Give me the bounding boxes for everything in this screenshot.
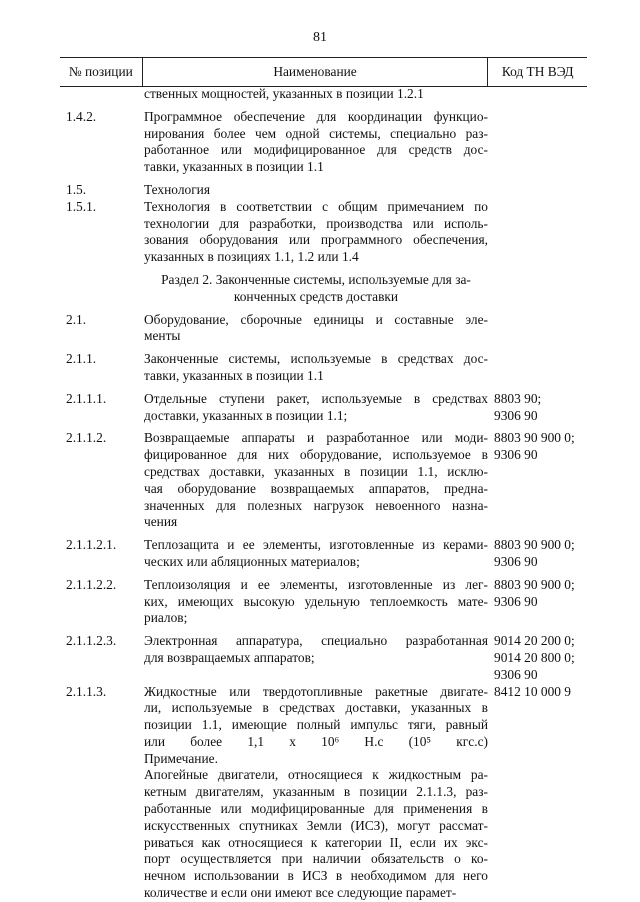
table-row <box>60 577 587 627</box>
position-number: 2.1.1.3. <box>66 683 107 699</box>
table-row <box>60 312 587 346</box>
tn-ved-code <box>488 312 587 346</box>
tn-ved-code <box>488 633 587 683</box>
item-name <box>144 86 488 103</box>
text-line: Жидкостные или твердотопливные ракетные двигате- <box>144 683 488 699</box>
header-name: Наименование <box>143 58 489 86</box>
text-line: фицированное для них оборудование, используемое в <box>144 447 488 463</box>
text-line: Программное обеспечение для координации функцио- <box>144 108 488 124</box>
text-line: Оборудование, сборочные единицы и составные эле- <box>144 311 488 327</box>
text-line: зования оборудования или программного обеспечения, <box>144 232 488 248</box>
text-line: Примечание. <box>144 750 218 766</box>
position-number: 2.1. <box>66 311 87 327</box>
text-line: Раздел 2. Законченные системы, используемые для за- <box>161 271 471 287</box>
item-name <box>144 633 488 683</box>
page-number: 81 <box>313 30 327 45</box>
text-line: Отдельные ступени ракет, используемые в средствах <box>144 390 488 406</box>
text-line: кетным двигателям, указанным в позиции 2.1.1.3, раз- <box>144 784 488 800</box>
table-header <box>60 57 587 87</box>
text-line: нирования более чем одной системы, специально раз- <box>144 125 488 141</box>
tn-ved-code <box>488 577 587 627</box>
tn-ved-code <box>488 199 587 266</box>
text-line: Теплоизоляция и ее элементы, изготовленные из лег- <box>144 576 488 592</box>
item-name <box>144 312 488 346</box>
text-line: Законченные системы, используемые в средствах дос- <box>144 351 488 367</box>
text-line: менты <box>144 328 181 344</box>
position-number: 2.1.1.2.3. <box>66 633 117 649</box>
text-line: тавки, указанных в позиции 1.1 <box>144 367 324 383</box>
text-line: Электронная аппаратура, специально разработанная <box>144 633 488 649</box>
tn-ved-code <box>488 182 587 199</box>
code-line: 9306 90 <box>494 553 538 569</box>
text-line: значенных для полезных нагрузок невоенного назна- <box>144 497 488 513</box>
code-line: 8803 90; <box>494 390 542 406</box>
table-row <box>60 182 587 199</box>
text-line: указанных в позициях 1.1, 1.2 или 1.4 <box>144 249 359 265</box>
tn-ved-code <box>488 109 587 176</box>
position-number <box>60 272 144 306</box>
text-line: позиции 1.1, имеющие полный импульс тяги, равный <box>144 717 488 733</box>
code-line: 9306 90 <box>494 407 538 423</box>
position-number: 1.5.1. <box>66 198 97 214</box>
text-line: чения <box>144 514 178 530</box>
text-line: Теплозащита и ее элементы, изготовленные из керами- <box>144 537 488 553</box>
item-name <box>144 199 488 266</box>
table-row <box>60 430 587 531</box>
table-row <box>60 272 587 306</box>
code-line: 9014 20 800 0; <box>494 649 575 665</box>
code-line: 9306 90 <box>494 666 538 682</box>
item-name <box>144 430 488 531</box>
text-line: Технология <box>144 181 211 197</box>
tn-ved-code <box>488 351 587 385</box>
position-number <box>60 86 144 103</box>
text-line: ких, имеющих высокую удельную теплоемкость мате- <box>144 593 488 609</box>
position-number: 2.1.1.2.2. <box>66 576 117 592</box>
position-number: 2.1.1.2. <box>66 430 107 446</box>
code-line: 9014 20 200 0; <box>494 633 575 649</box>
position-number: 2.1.1. <box>66 351 97 367</box>
item-name <box>144 391 488 425</box>
text-line: конченных средств доставки <box>233 288 399 304</box>
tn-ved-code <box>488 391 587 425</box>
item-name <box>144 182 488 199</box>
text-line: средствах доставки, указанных в позиции 1.1, исклю- <box>144 463 488 479</box>
position-number: 2.1.1.1. <box>66 390 107 406</box>
text-line: порт осуществляется при наличии обязательств о ко- <box>144 851 488 867</box>
text-line: Возвращаемые аппараты и разработанное или моди- <box>144 430 488 446</box>
text-line: риалов; <box>144 610 188 626</box>
text-line: количестве и если они имеют все следующие парамет- <box>144 885 457 901</box>
table-row <box>60 109 587 176</box>
item-name <box>144 272 488 306</box>
text-line: работанные или модифицированные для применения в <box>144 801 488 817</box>
item-name <box>144 684 488 902</box>
text-line: для возвращаемых аппаратов; <box>144 649 315 665</box>
table-row <box>60 391 587 425</box>
position-number: 1.5. <box>66 181 87 197</box>
table-body <box>60 86 587 902</box>
tn-ved-code <box>488 430 587 531</box>
text-line: доставки, указанных в позиции 1.1; <box>144 407 348 423</box>
code-line: 9306 90 <box>494 447 538 463</box>
table-row <box>60 199 587 266</box>
text-line: чая оборудование возвращаемых аппаратов, предна- <box>144 480 488 496</box>
text-line: ли, используемые в средствах доставки, указанных в <box>144 700 488 716</box>
table-row <box>60 633 587 683</box>
item-name <box>144 537 488 571</box>
table-row <box>60 684 587 902</box>
text-line: риваться как относящиеся к категории II, если их экс- <box>144 834 488 850</box>
tn-ved-code <box>488 537 587 571</box>
code-line: 8803 90 900 0; <box>494 576 575 592</box>
text-line: технологии для разработки, производства или исполь- <box>144 215 488 231</box>
text-line: Технология в соответствии с общим примечанием по <box>144 198 488 214</box>
table-row <box>60 351 587 385</box>
table-row <box>60 86 587 103</box>
code-line: 8803 90 900 0; <box>494 430 575 446</box>
item-name <box>144 351 488 385</box>
tn-ved-code <box>488 272 587 306</box>
code-line: 9306 90 <box>494 593 538 609</box>
header-code: Код ТН ВЭД <box>501 64 574 79</box>
header-position: № позиции <box>60 58 143 86</box>
table-row <box>60 537 587 571</box>
text-line: ственных мощностей, указанных в позиции 1.2.1 <box>144 86 424 101</box>
text-line: или более 1,1 x 10⁶ Н.с (10⁵ кгс.с) <box>144 733 488 749</box>
tn-ved-code <box>488 684 587 902</box>
text-line: искусственных спутниках Земли (ИСЗ), могут рассмат- <box>144 817 488 833</box>
text-line: нечном использовании в ИСЗ в необходимом для него <box>144 868 488 884</box>
text-line: ческих или абляционных материалов; <box>144 553 360 569</box>
text-line: работанное или модифицированное для средств дос- <box>144 142 488 158</box>
position-number: 2.1.1.2.1. <box>66 537 117 553</box>
text-line: тавки, указанных в позиции 1.1 <box>144 159 324 175</box>
position-number: 1.4.2. <box>66 108 97 124</box>
tn-ved-code <box>488 86 587 103</box>
text-line: Апогейные двигатели, относящиеся к жидкостным ра- <box>144 767 488 783</box>
item-name <box>144 109 488 176</box>
code-line: 8412 10 000 9 <box>494 683 571 699</box>
code-line: 8803 90 900 0; <box>494 537 575 553</box>
item-name <box>144 577 488 627</box>
